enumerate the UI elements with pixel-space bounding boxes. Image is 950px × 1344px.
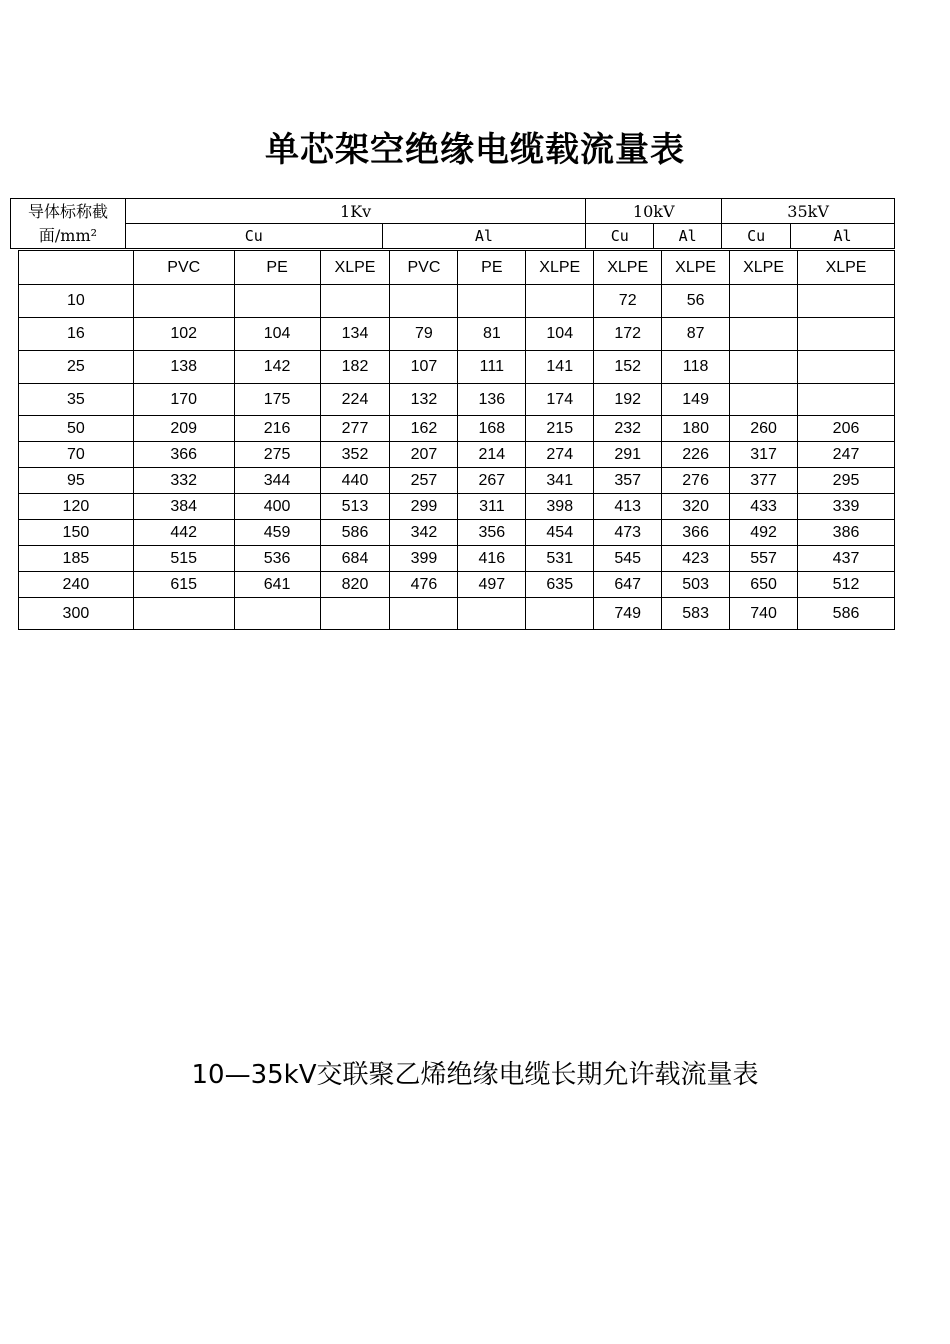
ampacity-cell <box>234 598 320 630</box>
ampacity-cell: 512 <box>798 572 895 598</box>
ampacity-cell: 149 <box>662 384 730 416</box>
ampacity-table <box>18 250 895 630</box>
ampacity-cell <box>133 285 234 318</box>
ampacity-cell: 291 <box>594 442 662 468</box>
ampacity-cell: 503 <box>662 572 730 598</box>
ampacity-cell: 142 <box>234 351 320 384</box>
ampacity-cell: 586 <box>798 598 895 630</box>
cross-section-header-line1: 导体标称截 <box>27 201 108 221</box>
ampacity-cell: 473 <box>594 520 662 546</box>
insulation-header-cell: PE <box>458 251 526 285</box>
al-35kv-header: Al <box>791 224 895 249</box>
ampacity-cell <box>730 384 798 416</box>
insulation-header-cell: PVC <box>390 251 458 285</box>
ampacity-cell: 274 <box>526 442 594 468</box>
cross-section-cell: 50 <box>19 416 134 442</box>
ampacity-cell: 320 <box>662 494 730 520</box>
ampacity-cell: 311 <box>458 494 526 520</box>
ampacity-cell <box>133 598 234 630</box>
ampacity-cell: 224 <box>320 384 390 416</box>
ampacity-cell: 344 <box>234 468 320 494</box>
ampacity-cell: 476 <box>390 572 458 598</box>
ampacity-cell: 647 <box>594 572 662 598</box>
ampacity-cell: 398 <box>526 494 594 520</box>
voltage-header-table <box>10 198 895 249</box>
ampacity-cell: 356 <box>458 520 526 546</box>
ampacity-cell: 339 <box>798 494 895 520</box>
ampacity-cell: 413 <box>594 494 662 520</box>
ampacity-cell: 416 <box>458 546 526 572</box>
ampacity-cell: 820 <box>320 572 390 598</box>
ampacity-cell: 684 <box>320 546 390 572</box>
ampacity-cell <box>526 285 594 318</box>
ampacity-cell <box>390 285 458 318</box>
ampacity-cell: 247 <box>798 442 895 468</box>
insulation-header-cell <box>19 251 134 285</box>
ampacity-cell: 531 <box>526 546 594 572</box>
cross-section-cell: 300 <box>19 598 134 630</box>
ampacity-cell <box>730 285 798 318</box>
table-row <box>19 318 895 351</box>
ampacity-cell: 172 <box>594 318 662 351</box>
ampacity-cell: 317 <box>730 442 798 468</box>
ampacity-cell: 399 <box>390 546 458 572</box>
ampacity-cell <box>320 285 390 318</box>
ampacity-cell: 442 <box>133 520 234 546</box>
ampacity-cell <box>526 598 594 630</box>
ampacity-cell: 295 <box>798 468 895 494</box>
ampacity-cell: 136 <box>458 384 526 416</box>
ampacity-cell: 79 <box>390 318 458 351</box>
ampacity-cell: 749 <box>594 598 662 630</box>
voltage-35kv-header: 35kV <box>722 199 895 224</box>
table-row <box>19 442 895 468</box>
al-10kv-header: Al <box>654 224 722 249</box>
ampacity-cell <box>798 285 895 318</box>
ampacity-cell: 386 <box>798 520 895 546</box>
ampacity-cell: 267 <box>458 468 526 494</box>
ampacity-cell: 152 <box>594 351 662 384</box>
ampacity-cell: 492 <box>730 520 798 546</box>
ampacity-cell: 207 <box>390 442 458 468</box>
ampacity-cell: 740 <box>730 598 798 630</box>
second-table-title: 10—35kV交联聚乙烯绝缘电缆长期允许载流量表 <box>191 1060 759 1090</box>
ampacity-cell: 513 <box>320 494 390 520</box>
ampacity-cell: 437 <box>798 546 895 572</box>
ampacity-cell: 162 <box>390 416 458 442</box>
insulation-header-cell: XLPE <box>526 251 594 285</box>
table-row <box>19 468 895 494</box>
ampacity-cell: 192 <box>594 384 662 416</box>
ampacity-cell: 215 <box>526 416 594 442</box>
ampacity-cell: 260 <box>730 416 798 442</box>
ampacity-cell: 206 <box>798 416 895 442</box>
ampacity-cell: 557 <box>730 546 798 572</box>
table-row <box>19 598 895 630</box>
ampacity-cell <box>730 318 798 351</box>
voltage-1kv-header: 1Kv <box>125 199 585 224</box>
ampacity-cell: 433 <box>730 494 798 520</box>
insulation-header-cell: PVC <box>133 251 234 285</box>
cross-section-cell: 240 <box>19 572 134 598</box>
ampacity-cell: 586 <box>320 520 390 546</box>
ampacity-cell <box>458 285 526 318</box>
ampacity-cell: 132 <box>390 384 458 416</box>
ampacity-cell: 536 <box>234 546 320 572</box>
ampacity-cell: 384 <box>133 494 234 520</box>
ampacity-cell: 134 <box>320 318 390 351</box>
cross-section-cell: 70 <box>19 442 134 468</box>
ampacity-cell: 275 <box>234 442 320 468</box>
ampacity-cell: 497 <box>458 572 526 598</box>
cross-section-cell: 120 <box>19 494 134 520</box>
ampacity-cell: 180 <box>662 416 730 442</box>
ampacity-cell: 515 <box>133 546 234 572</box>
cross-section-cell: 185 <box>19 546 134 572</box>
cross-section-cell: 150 <box>19 520 134 546</box>
ampacity-cell: 257 <box>390 468 458 494</box>
insulation-header-cell: XLPE <box>730 251 798 285</box>
ampacity-cell: 214 <box>458 442 526 468</box>
ampacity-cell: 104 <box>234 318 320 351</box>
ampacity-cell: 459 <box>234 520 320 546</box>
ampacity-cell <box>234 285 320 318</box>
ampacity-cell: 299 <box>390 494 458 520</box>
insulation-header-cell: PE <box>234 251 320 285</box>
ampacity-cell: 423 <box>662 546 730 572</box>
ampacity-cell: 650 <box>730 572 798 598</box>
ampacity-cell: 377 <box>730 468 798 494</box>
ampacity-cell <box>458 598 526 630</box>
cross-section-cell: 95 <box>19 468 134 494</box>
ampacity-cell: 216 <box>234 416 320 442</box>
cross-section-cell: 25 <box>19 351 134 384</box>
cu-35kv-header: Cu <box>722 224 791 249</box>
insulation-header-row <box>19 251 895 285</box>
ampacity-cell: 168 <box>458 416 526 442</box>
ampacity-cell: 111 <box>458 351 526 384</box>
ampacity-cell: 342 <box>390 520 458 546</box>
cross-section-header <box>11 199 126 249</box>
ampacity-cell: 72 <box>594 285 662 318</box>
ampacity-cell <box>798 318 895 351</box>
ampacity-cell: 276 <box>662 468 730 494</box>
ampacity-cell: 277 <box>320 416 390 442</box>
cross-section-cell: 16 <box>19 318 134 351</box>
ampacity-cell: 366 <box>133 442 234 468</box>
ampacity-cell: 440 <box>320 468 390 494</box>
voltage-10kv-header: 10kV <box>586 199 722 224</box>
ampacity-cell: 138 <box>133 351 234 384</box>
table-row <box>19 416 895 442</box>
ampacity-cell: 209 <box>133 416 234 442</box>
ampacity-cell <box>390 598 458 630</box>
ampacity-cell: 175 <box>234 384 320 416</box>
table-row <box>19 384 895 416</box>
ampacity-cell: 635 <box>526 572 594 598</box>
ampacity-cell: 366 <box>662 520 730 546</box>
cross-section-header-line2: 面/mm² <box>38 225 98 245</box>
ampacity-cell <box>730 351 798 384</box>
table-row <box>19 546 895 572</box>
ampacity-cell: 357 <box>594 468 662 494</box>
ampacity-cell: 232 <box>594 416 662 442</box>
ampacity-cell: 341 <box>526 468 594 494</box>
ampacity-cell: 182 <box>320 351 390 384</box>
ampacity-cell: 174 <box>526 384 594 416</box>
ampacity-cell: 583 <box>662 598 730 630</box>
ampacity-cell: 545 <box>594 546 662 572</box>
ampacity-cell: 107 <box>390 351 458 384</box>
ampacity-cell <box>320 598 390 630</box>
table-row <box>19 351 895 384</box>
ampacity-cell: 615 <box>133 572 234 598</box>
ampacity-cell: 332 <box>133 468 234 494</box>
table-row <box>19 494 895 520</box>
ampacity-cell <box>798 351 895 384</box>
ampacity-cell <box>798 384 895 416</box>
ampacity-cell: 102 <box>133 318 234 351</box>
cu-1kv-header: Cu <box>125 224 382 249</box>
table-row <box>19 572 895 598</box>
document-title: 单芯架空绝缘电缆载流量表 <box>265 130 685 170</box>
ampacity-cell: 118 <box>662 351 730 384</box>
ampacity-cell: 170 <box>133 384 234 416</box>
al-1kv-header: Al <box>382 224 586 249</box>
insulation-header-cell: XLPE <box>662 251 730 285</box>
ampacity-cell: 87 <box>662 318 730 351</box>
ampacity-cell: 352 <box>320 442 390 468</box>
insulation-header-cell: XLPE <box>798 251 895 285</box>
cu-10kv-header: Cu <box>586 224 654 249</box>
cross-section-cell: 35 <box>19 384 134 416</box>
table-row <box>19 520 895 546</box>
insulation-header-cell: XLPE <box>320 251 390 285</box>
ampacity-cell: 141 <box>526 351 594 384</box>
ampacity-cell: 81 <box>458 318 526 351</box>
table-row <box>19 285 895 318</box>
ampacity-cell: 56 <box>662 285 730 318</box>
insulation-header-cell: XLPE <box>594 251 662 285</box>
ampacity-cell: 104 <box>526 318 594 351</box>
cross-section-cell: 10 <box>19 285 134 318</box>
ampacity-cell: 226 <box>662 442 730 468</box>
ampacity-cell: 641 <box>234 572 320 598</box>
ampacity-cell: 454 <box>526 520 594 546</box>
ampacity-cell: 400 <box>234 494 320 520</box>
